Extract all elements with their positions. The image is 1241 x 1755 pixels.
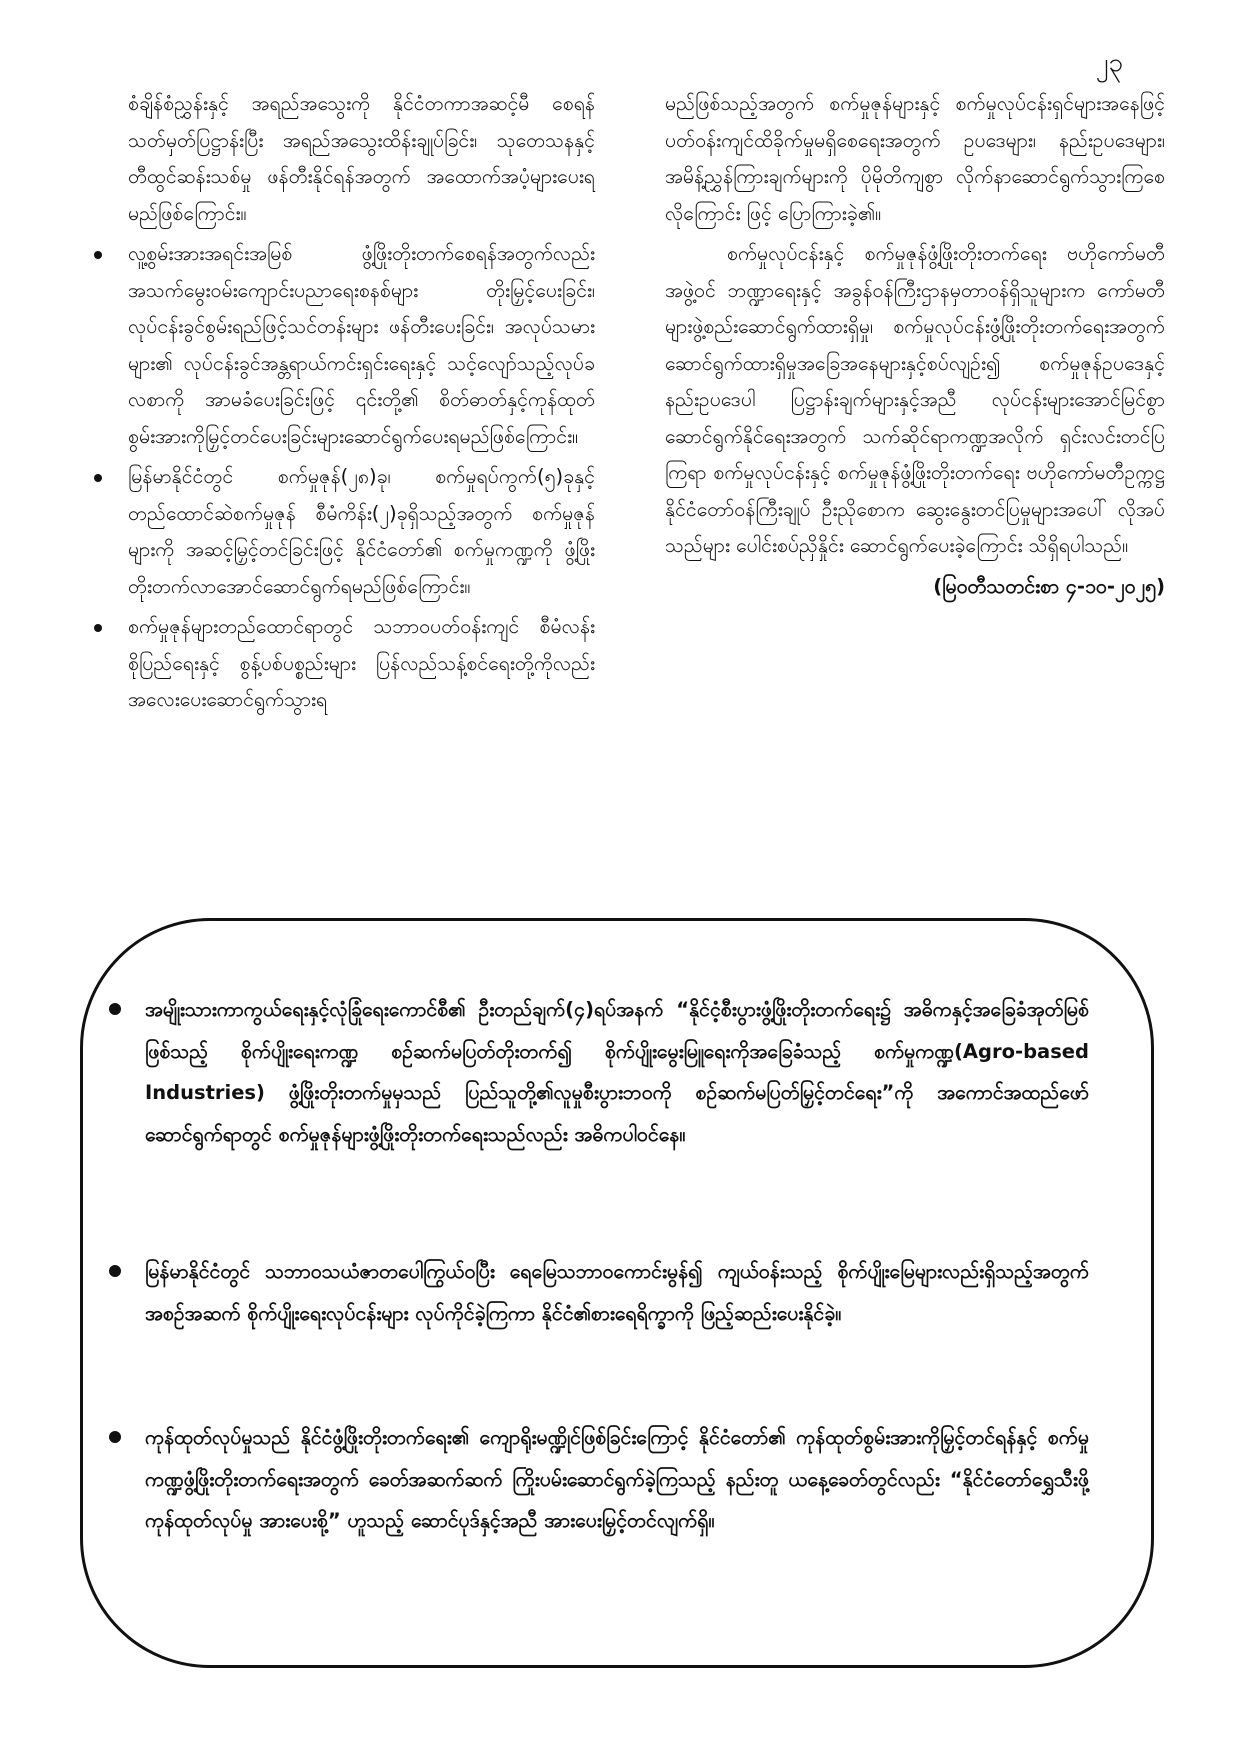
highlight-text: ကုန်ထုတ်လုပ်မှုသည် နိုင်ငံဖွံ့ဖြိုးတိုးတက်ရေး၏ ကျောရိုးမဏ္ဍိုင်ဖြစ်ခြင်းကြောင့် နိုင်ငံတော်၏ ကုန်ထုတ်စွမ်းအားကိုမြှင့်တင်ရန်နှင့် စက်မှုကဏ္ဍဖွံ့ဖြိုးတိုးတက်ရေးအတွက် ခေတ်အဆက်ဆက် ကြိုးပမ်းဆောင်ရွက်ခဲ့ကြသည့် နည်းတူ ယနေ့ခေတ်တွင်လည်း “နိုင်ငံတော်ရွှေသီးဖို့ ကုန်ထုတ်လုပ်မှု အားပေးစို့” ဟူသည့် ဆောင်ပုဒ်နှင့်အညီ အားပေးမြှင့်တင်လျက်ရှိ။: [145, 1426, 1089, 1532]
highlight-text: အမျိုးသားကာကွယ်ရေးနှင့်လုံခြုံရေးကောင်စီ၏ ဦးတည်ချက်(၄)ရပ်အနက် “နိုင်ငံ့စီးပွားဖွံ့ဖြိုးတိုးတက်ရေး၌ အဓိကနှင့်အခြေခံအုတ်မြစ်ဖြစ်သည့် စိုက်ပျိုးရေးကဏ္ဍ စဉ်ဆက်မပြတ်တိုးတက်၍ စိုက်ပျိုးမွေးမြူရေးကိုအခြေခံသည့် စက်မှုကဏ္ဍ(Agro-based Industries) ဖွံ့ဖြိုးတိုးတက်မှုမှသည် ပြည်သူတို့၏လူမှုစီးပွားဘဝကို စဉ်ဆက်မပြတ်မြှင့်တင်ရေး”ကို အကောင်အထည်ဖော် ဆောင်ရွက်ရာတွင် စက်မှုဇုန်များဖွံ့ဖြိုးတိုးတက်ရေးသည်လည်း အဓိကပါဝင်နေ။: [145, 998, 1089, 1146]
bullet-text: စက်မှုဇုန်များတည်ထောင်ရာတွင် သဘာဝပတ်ဝန်းကျင် စီမံလန်းစိုပြည်ရေးနှင့် စွန့်ပစ်ပစ္စည်းများ ပြန်လည်သန့်စင်ရေးတို့ကိုလည်း အလေးပေးဆောင်ရွက်သွားရ: [128, 615, 595, 711]
right-column: [665, 86, 1165, 605]
continuation-paragraph: မည်ဖြစ်သည့်အတွက် စက်မှုဇုန်များနှင့် စက်မှုလုပ်ငန်းရှင်များအနေဖြင့် ပတ်ဝန်းကျင်ထိခိုက်မှုမရှိစေရေးအတွက် ဥပဒေများ၊ နည်းဥပဒေများ၊ အမိန့်ညွှန်ကြားချက်များကို ပိုမိုတိကျစွာ လိုက်နာဆောင်ရွက်သွားကြစေလိုကြောင်း ဖြင့် ပြောကြားခဲ့၏။: [665, 92, 1165, 225]
highlight-box: [80, 918, 1154, 1668]
bullet-text: မြန်မာနိုင်ငံတွင် စက်မှုဇုန်(၂၈)ခု၊ စက်မှုရပ်ကွက်(၅)ခုနှင့် တည်ထောင်ဆဲစက်မှုဇုန် စီမံကိန်း(၂)ခုရှိသည့်အတွက် စက်မှုဇုန်များကို အဆင့်မြှင့်တင်ခြင်းဖြင့် နိုင်ငံတော်၏ စက်မှုကဏ္ဍကို ဖွံ့ဖြိုးတိုးတက်လာအောင်ဆောင်ရွက်ရမည်ဖြစ်ကြောင်း။: [128, 465, 595, 598]
bullet-icon: [109, 1431, 121, 1443]
bullet-icon: [94, 624, 102, 632]
highlight-item: [145, 989, 1089, 1155]
bullet-text: လူ့စွမ်းအားအရင်းအမြစ် ဖွံ့ဖြိုးတိုးတက်စေရန်အတွက်လည်း အသက်မွေးဝမ်းကျောင်းပညာရေးစနစ်များ တိုးမြှင့်ပေးခြင်း၊ လုပ်ငန်းခွင်စွမ်းရည်ဖြင့်သင်တန်းများ ဖန်တီးပေးခြင်း၊ အလုပ်သမားများ၏ လုပ်ငန်းခွင်အန္တရာယ်ကင်းရှင်းရေးနှင့် သင့်လျော်သည့်လုပ်ခလစာကို အာမခံပေးခြင်းဖြင့် ၎င်းတို့၏ စိတ်ဓာတ်နှင့်ကုန်ထုတ်စွမ်းအားကိုမြှင့်တင်ပေးခြင်းများဆောင်ရွက်ပေးရမည်ဖြစ်ကြောင်း။: [128, 242, 595, 448]
highlight-item: [145, 1417, 1089, 1542]
intro-paragraph: စံချိန်စံညွှန်းနှင့် အရည်အသွေးကို နိုင်ငံတကာအဆင့်မီ စေရန် သတ်မှတ်ပြဋ္ဌာန်းပြီး အရည်အသွေးထိန်းချုပ်ခြင်း၊ သုတေသနနှင့်တီထွင်ဆန်းသစ်မှု ဖန်တီးနိုင်ရန်အတွက် အထောက်အပံ့များပေးရမည်ဖြစ်ကြောင်း။: [128, 92, 595, 225]
bullet-icon: [94, 251, 102, 259]
bullet-icon: [94, 474, 102, 482]
list-item: [90, 609, 595, 719]
body-paragraph: စက်မှုလုပ်ငန်းနှင့် စက်မှုဇုန်ဖွံ့ဖြိုးတိုးတက်ရေး ဗဟိုကော်မတီအဖွဲ့ဝင် ဘဏ္ဍာရေးနှင့် အခွန်ဝန်ကြီးဌာနမှတာဝန်ရှိသူများက ကော်မတီများဖွဲ့စည်းဆောင်ရွက်ထားရှိမှု၊ စက်မှုလုပ်ငန်းဖွံ့ဖြိုးတိုးတက်ရေးအတွက် ဆောင်ရွက်ထားရှိမှုအခြေအနေများနှင့်စပ်လျဉ်း၍ စက်မှုဇုန်ဥပဒေနှင့်နည်းဥပဒေပါ ပြဋ္ဌာန်းချက်များနှင့်အညီ လုပ်ငန်းများအောင်မြင်စွာဆောင်ရွက်နိုင်ရေးအတွက် သက်ဆိုင်ရာကဏ္ဍအလိုက် ရှင်းလင်းတင်ပြကြရာ စက်မှုလုပ်ငန်းနှင့် စက်မှုဇုန်ဖွံ့ဖြိုးတိုးတက်ရေး ဗဟိုကော်မတီဥက္ကဋ္ဌ နိုင်ငံတော်ဝန်ကြီးချုပ် ဦးညိုစောက ဆွေးနွေးတင်ပြမှုများအပေါ် လိုအပ်သည်များ ပေါင်းစပ်ညှိနှိုင်း ဆောင်ရွက်ပေးခဲ့ကြောင်း သိရှိရပါသည်။: [665, 242, 1165, 557]
left-column: [90, 86, 595, 723]
bullet-icon: [109, 1265, 121, 1277]
highlight-item: [145, 1251, 1089, 1334]
page-number: ၂၃: [1095, 48, 1123, 78]
source-citation: (မြဝတီသတင်းစာ ၄-၁၀-၂၀၂၅): [933, 574, 1165, 598]
highlight-text: မြန်မာနိုင်ငံတွင် သဘာဝသယံဇာတပေါကြွယ်ဝပြီး ရေမြေသဘာဝကောင်းမွန်၍ ကျယ်ဝန်းသည့် စိုက်ပျိုးမြေများလည်းရှိသည့်အတွက် အစဉ်အဆက် စိုက်ပျိုးရေးလုပ်ငန်းများ လုပ်ကိုင်ခဲ့ကြကာ နိုင်ငံ၏စားရေရိက္ခာကို ဖြည့်ဆည်းပေးနိုင်ခဲ့။: [145, 1260, 1089, 1325]
list-item: [90, 236, 595, 455]
bullet-icon: [109, 1003, 121, 1015]
list-item: [90, 459, 595, 605]
